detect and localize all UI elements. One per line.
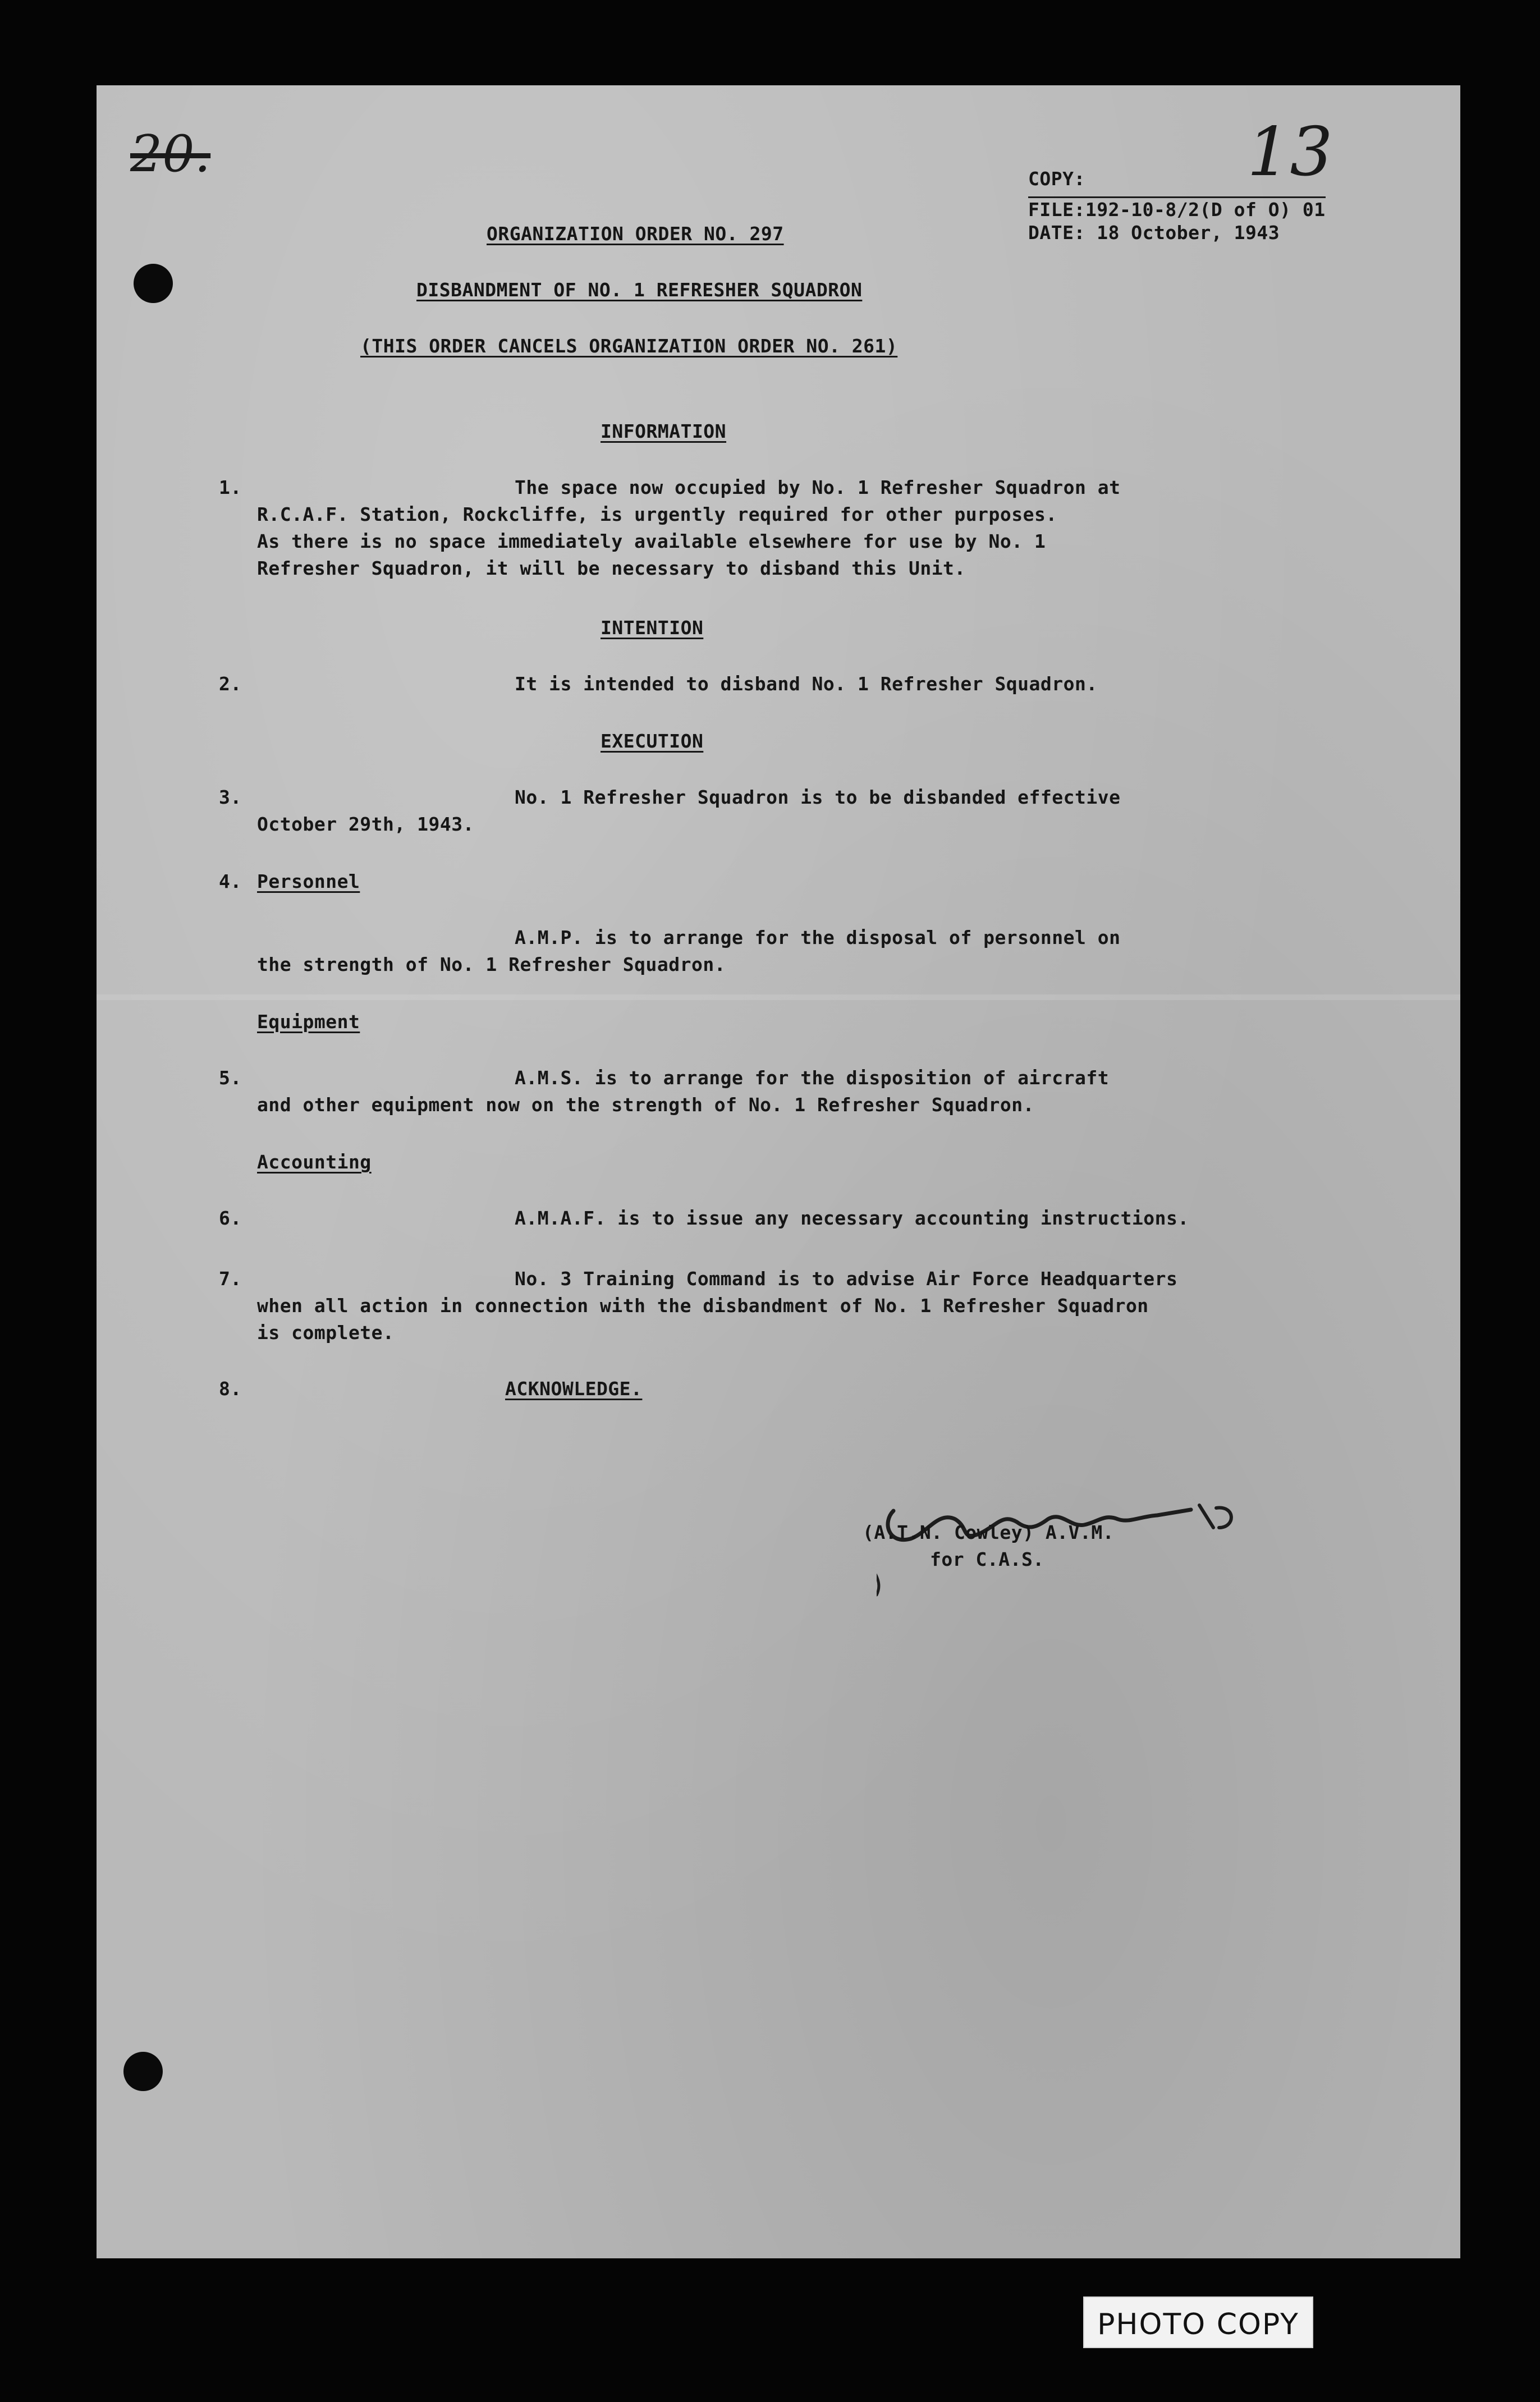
- document-page: [97, 85, 1460, 2258]
- heading-personnel: Personnel: [257, 870, 360, 892]
- para-3-line-1: No. 1 Refresher Squadron is to be disbanded effective: [515, 786, 1121, 808]
- punch-hole-top: [134, 264, 173, 303]
- header-date: DATE: 18 October, 1943: [1028, 222, 1280, 244]
- signatory-for: for C.A.S.: [930, 1548, 1044, 1570]
- heading-equipment: Equipment: [257, 1011, 360, 1033]
- subject-title: DISBANDMENT OF NO. 1 REFRESHER SQUADRON: [416, 279, 863, 301]
- para-1-number: 1.: [219, 476, 242, 498]
- para-2-number: 2.: [219, 673, 242, 695]
- para-1-line-3: As there is no space immediately available elsewhere for use by No. 1: [257, 530, 1046, 552]
- para-4-number: 4.: [219, 870, 242, 892]
- cancels-note: (THIS ORDER CANCELS ORGANIZATION ORDER NO. 261): [360, 335, 898, 357]
- corner-mark: 20.: [130, 125, 211, 184]
- photo-copy-text: PHOTO COPY: [1097, 2308, 1299, 2341]
- para-4-line-2: the strength of No. 1 Refresher Squadron.: [257, 954, 726, 975]
- heading-information: INFORMATION: [601, 420, 727, 442]
- para-1-line-1: The space now occupied by No. 1 Refresher Squadron at: [515, 476, 1121, 498]
- para-2-line-1: It is intended to disband No. 1 Refresher Squadron.: [515, 673, 1098, 695]
- para-7-number: 7.: [219, 1268, 242, 1290]
- para-5-number: 5.: [219, 1067, 242, 1089]
- signatory-name: (A.T.N. Cowley) A.V.M.: [863, 1521, 1115, 1543]
- handwritten-signature: [877, 1488, 1241, 1601]
- para-7-line-1: No. 3 Training Command is to advise Air Force Headquarters: [515, 1268, 1178, 1290]
- para-5-line-2: and other equipment now on the strength of No. 1 Refresher Squadron.: [257, 1094, 1035, 1116]
- header-copy: COPY:: [1028, 168, 1085, 190]
- para-7-line-2: when all action in connection with the disbandment of No. 1 Refresher Squadron: [257, 1295, 1149, 1317]
- header-file: FILE:192-10-8/2(D of O) 01: [1028, 196, 1326, 219]
- para-4-line-1: A.M.P. is to arrange for the disposal of personnel on: [515, 927, 1121, 948]
- para-1-line-2: R.C.A.F. Station, Rockcliffe, is urgently required for other purposes.: [257, 503, 1057, 525]
- heading-accounting: Accounting: [257, 1151, 372, 1173]
- photo-copy-label: [1083, 2296, 1313, 2348]
- acknowledge: ACKNOWLEDGE.: [505, 1378, 643, 1400]
- para-3-line-2: October 29th, 1943.: [257, 813, 474, 835]
- para-8-number: 8.: [219, 1378, 242, 1400]
- heading-intention: INTENTION: [601, 617, 704, 639]
- order-title: ORGANIZATION ORDER NO. 297: [487, 223, 784, 245]
- para-6-number: 6.: [219, 1207, 242, 1229]
- para-7-line-3: is complete.: [257, 1322, 395, 1344]
- punch-hole-bottom: [123, 2052, 163, 2091]
- heading-execution: EXECUTION: [601, 730, 704, 752]
- page-number: 13: [1247, 113, 1333, 191]
- para-6-line-1: A.M.A.F. is to issue any necessary accounting instructions.: [515, 1207, 1189, 1229]
- para-1-line-4: Refresher Squadron, it will be necessary to disband this Unit.: [257, 557, 966, 579]
- fold-line: [97, 994, 1460, 1000]
- para-3-number: 3.: [219, 786, 242, 808]
- para-5-line-1: A.M.S. is to arrange for the disposition of aircraft: [515, 1067, 1110, 1089]
